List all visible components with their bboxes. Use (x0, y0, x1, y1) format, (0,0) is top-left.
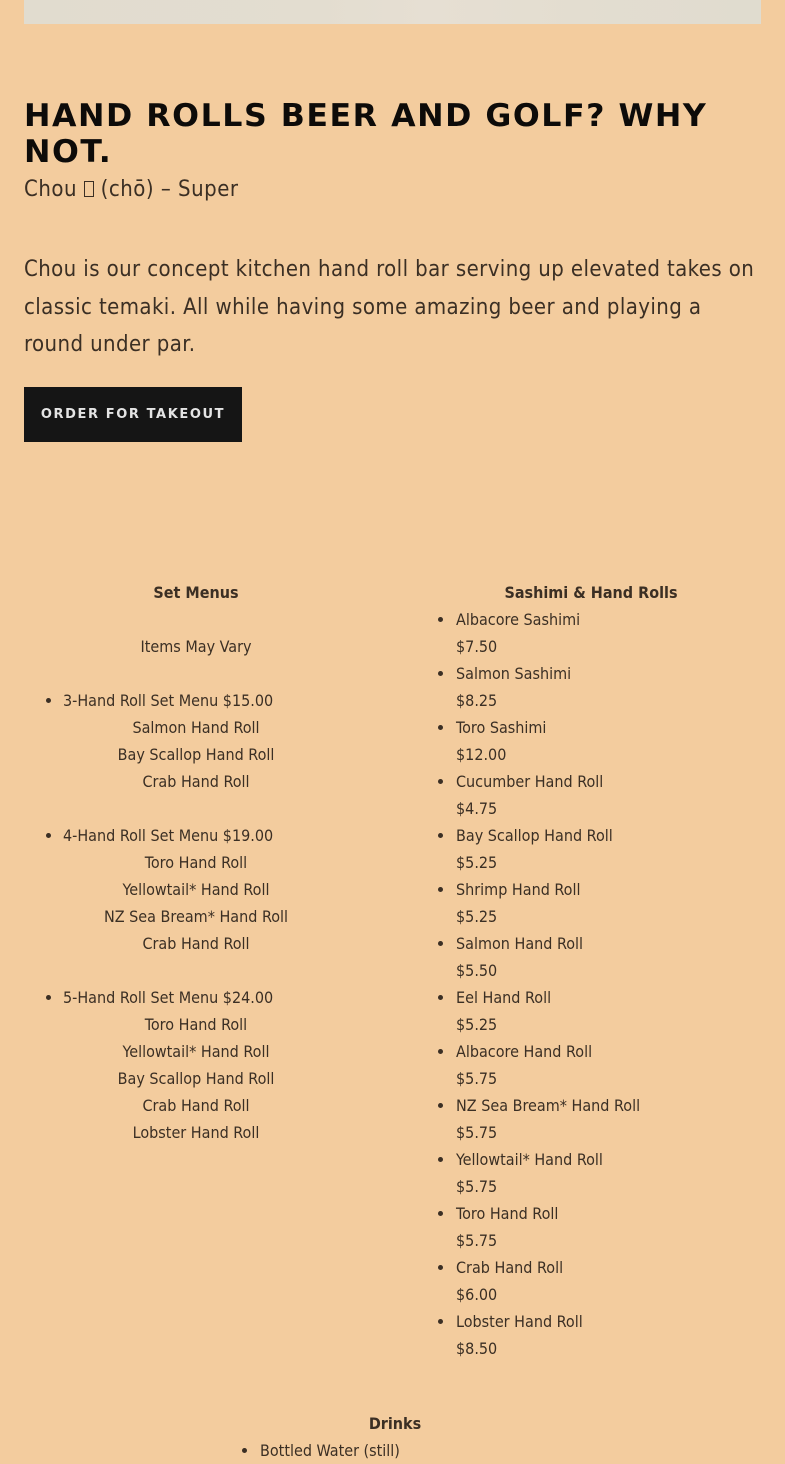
item-name: Yellowtail* Hand Roll (456, 1150, 603, 1169)
set-roll: Salmon Hand Roll (132, 718, 260, 737)
menu-item (392, 1308, 785, 1362)
item-price: $5.25 (456, 1015, 498, 1034)
menu-item (392, 714, 785, 768)
hero-image (24, 0, 761, 24)
item-name: Toro Hand Roll (456, 1204, 559, 1223)
set-roll: Toro Hand Roll (144, 1015, 248, 1034)
set-menus-section (0, 579, 392, 1146)
set-roll: Yellowtail* Hand Roll (122, 880, 270, 899)
item-price: $5.75 (456, 1177, 498, 1196)
menu-item (392, 1092, 785, 1146)
menu-item (392, 822, 785, 876)
item-name: Lobster Hand Roll (456, 1312, 583, 1331)
set-roll: Crab Hand Roll (142, 934, 250, 953)
set-roll: Lobster Hand Roll (132, 1123, 260, 1142)
item-name: Bay Scallop Hand Roll (456, 826, 613, 845)
drink-item: Bottled Water (still) (0, 1437, 785, 1464)
drinks-list (0, 1437, 785, 1464)
section-title: Drinks (368, 1414, 422, 1433)
item-price: $8.25 (456, 691, 498, 710)
set-menu-item (0, 984, 392, 1146)
item-price: $5.75 (456, 1123, 498, 1142)
item-price: $4.75 (456, 799, 498, 818)
menu-note: Items May Vary (140, 637, 252, 656)
menu-item (392, 984, 785, 1038)
set-menu-list (0, 687, 392, 1146)
set-roll: Bay Scallop Hand Roll (117, 745, 275, 764)
sashimi-hand-rolls-section (392, 579, 785, 1362)
page-headline: HAND ROLLS BEER AND GOLF? WHY NOT. (24, 98, 708, 170)
menu-item (392, 1038, 785, 1092)
item-price: $5.25 (456, 907, 498, 926)
set-roll: Toro Hand Roll (144, 853, 248, 872)
item-price: $8.50 (456, 1339, 498, 1358)
item-price: $7.50 (456, 637, 498, 656)
item-name: NZ Sea Bream* Hand Roll (456, 1096, 641, 1115)
subtitle-pre: Chou (24, 177, 84, 202)
item-name: Eel Hand Roll (456, 988, 552, 1007)
menu-item (392, 660, 785, 714)
set-roll: Crab Hand Roll (142, 1096, 250, 1115)
item-name: Toro Sashimi (456, 718, 547, 737)
item-price: $12.00 (456, 745, 507, 764)
intro-paragraph: Chou is our concept kitchen hand roll bar serving up elevated takes on classic temaki. All while having some amazing beer and playing a round under par. (24, 257, 755, 357)
set-roll: Crab Hand Roll (142, 772, 250, 791)
menu-item (392, 930, 785, 984)
set-menu-label: 3-Hand Roll Set Menu $15.00 (63, 691, 274, 710)
subtitle-post: (chō) – Super (93, 177, 239, 202)
item-name: Salmon Hand Roll (456, 934, 584, 953)
sashimi-list (392, 606, 785, 1362)
set-menu-item (0, 687, 392, 822)
set-menu-label: 5-Hand Roll Set Menu $24.00 (63, 988, 274, 1007)
item-price: $5.25 (456, 853, 498, 872)
drinks-section (0, 1410, 785, 1464)
set-roll: Yellowtail* Hand Roll (122, 1042, 270, 1061)
item-name: Shrimp Hand Roll (456, 880, 581, 899)
item-price: $5.50 (456, 961, 498, 980)
menu-item (392, 1254, 785, 1308)
item-name: Salmon Sashimi (456, 664, 572, 683)
set-menu-label: 4-Hand Roll Set Menu $19.00 (63, 826, 274, 845)
menu-item (392, 1146, 785, 1200)
section-title: Sashimi & Hand Rolls (504, 583, 678, 602)
menu-item (392, 606, 785, 660)
subtitle (24, 177, 239, 202)
item-name: Albacore Sashimi (456, 610, 581, 629)
item-price: $5.75 (456, 1069, 498, 1088)
menu-item (392, 876, 785, 930)
menu-item (392, 1200, 785, 1254)
item-name: Cucumber Hand Roll (456, 772, 604, 791)
item-price: $5.75 (456, 1231, 498, 1250)
item-price: $6.00 (456, 1285, 498, 1304)
set-roll: NZ Sea Bream* Hand Roll (103, 907, 289, 926)
item-name: Albacore Hand Roll (456, 1042, 593, 1061)
item-name: Crab Hand Roll (456, 1258, 564, 1277)
order-for-takeout-button[interactable]: ORDER FOR TAKEOUT (24, 387, 242, 442)
missing-glyph-icon (84, 181, 94, 197)
menu-item (392, 768, 785, 822)
set-menu-item (0, 822, 392, 984)
section-title: Set Menus (153, 583, 239, 602)
set-roll: Bay Scallop Hand Roll (117, 1069, 275, 1088)
